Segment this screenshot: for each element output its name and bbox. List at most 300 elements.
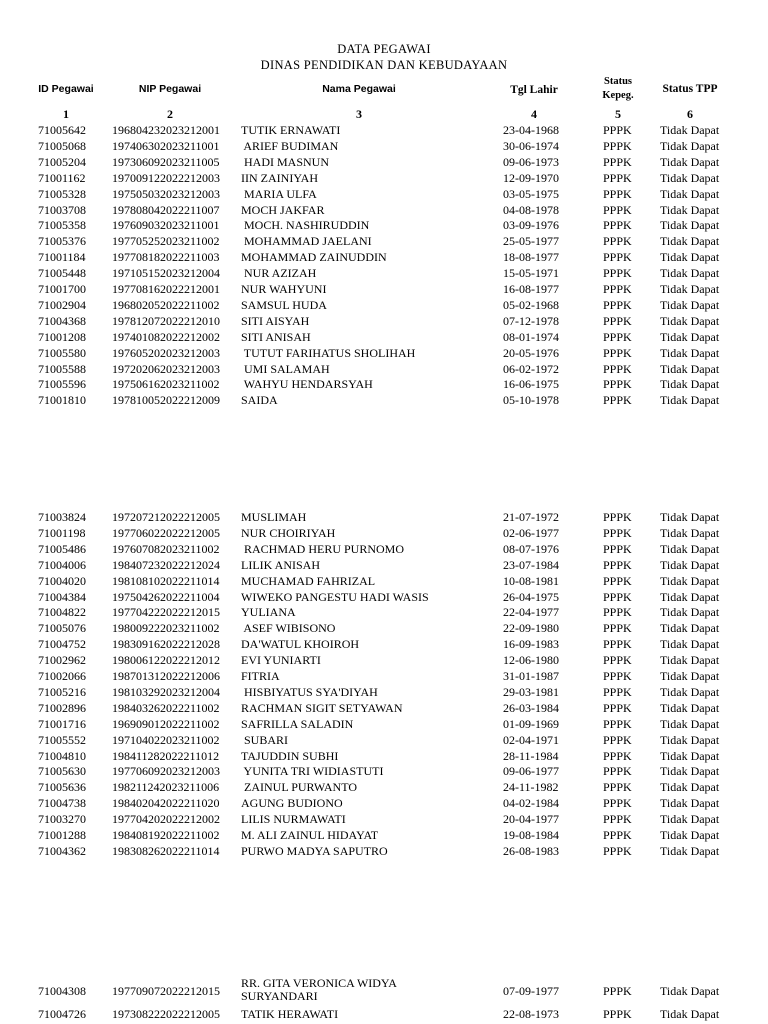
cell-status-kepeg: PPPK [603, 764, 632, 779]
cell-id-pegawai: 71005076 [38, 621, 86, 636]
cell-status-kepeg: PPPK [603, 202, 632, 217]
cell-status-tpp: Tidak Dapat [660, 573, 720, 588]
cell-nama-pegawai: SAIDA [241, 393, 278, 408]
document-title-line2: DINAS PENDIDIKAN DAN KEBUDAYAAN [260, 58, 508, 72]
cell-nama-pegawai: M. ALI ZAINUL HIDAYAT [241, 828, 379, 842]
cell-status-tpp: Tidak Dapat [660, 557, 720, 572]
cell-nama-pegawai: HISBIYATUS SYA'DIYAH [241, 684, 378, 699]
table-row [0, 329, 768, 345]
cell-tgl-lahir: 19-08-1984 [503, 828, 559, 842]
cell-id-pegawai: 71005216 [38, 684, 86, 699]
cell-id-pegawai: 71004384 [38, 589, 86, 604]
cell-id-pegawai: 71001208 [38, 329, 86, 344]
cell-status-tpp: Tidak Dapat [660, 732, 720, 747]
cell-status-tpp: Tidak Dapat [660, 282, 720, 296]
cell-nip-pegawai: 198403262022211002 [112, 700, 220, 715]
cell-status-tpp: Tidak Dapat [660, 748, 720, 763]
table-row [0, 392, 768, 408]
cell-status-tpp: Tidak Dapat [660, 329, 720, 344]
cell-id-pegawai: 71002904 [38, 297, 86, 312]
cell-tgl-lahir: 09-06-1973 [503, 154, 559, 169]
table-row [0, 361, 768, 377]
cell-nama-pegawai: YULIANA [241, 605, 296, 620]
cell-tgl-lahir: 21-07-1972 [503, 510, 559, 524]
cell-status-tpp: Tidak Dapat [660, 123, 720, 137]
cell-id-pegawai: 71003708 [38, 202, 86, 217]
cell-status-kepeg: PPPK [603, 345, 632, 360]
col-number-3: 3 [356, 107, 362, 121]
cell-id-pegawai: 71005596 [38, 377, 86, 392]
table-row [0, 620, 768, 636]
cell-status-tpp: Tidak Dapat [660, 377, 720, 392]
cell-tgl-lahir: 20-05-1976 [503, 345, 559, 360]
cell-nama-pegawai: YUNITA TRI WIDIASTUTI [241, 764, 384, 779]
table-row [0, 779, 768, 795]
cell-tgl-lahir: 16-09-1983 [503, 637, 559, 652]
cell-nama-pegawai: TATIK HERAWATI [241, 1007, 339, 1021]
cell-status-tpp: Tidak Dapat [660, 812, 720, 827]
table-row [0, 827, 768, 843]
cell-nip-pegawai: 197704202022212002 [112, 812, 220, 827]
cell-tgl-lahir: 03-09-1976 [503, 218, 559, 233]
cell-tgl-lahir: 07-09-1977 [503, 984, 559, 998]
col-number-6: 6 [687, 107, 693, 121]
cell-tgl-lahir: 22-04-1977 [503, 605, 559, 620]
cell-nip-pegawai: 197308222022212005 [112, 1007, 220, 1021]
table-row [0, 313, 768, 329]
cell-status-kepeg: PPPK [603, 573, 632, 588]
cell-tgl-lahir: 26-03-1984 [503, 700, 559, 715]
cell-nip-pegawai: 197401082022212002 [112, 329, 220, 344]
cell-nama-pegawai: MOHAMMAD JAELANI [241, 234, 372, 249]
cell-id-pegawai: 71001184 [38, 250, 86, 265]
cell-nama-pegawai: EVI YUNIARTI [241, 653, 321, 668]
cell-nip-pegawai: 197706092023212003 [112, 764, 220, 779]
cell-status-tpp: Tidak Dapat [660, 843, 720, 858]
cell-status-kepeg: PPPK [603, 170, 632, 185]
cell-status-tpp: Tidak Dapat [660, 716, 720, 731]
cell-tgl-lahir: 04-08-1978 [503, 202, 559, 217]
table-row [0, 976, 768, 1003]
cell-status-kepeg: PPPK [603, 621, 632, 636]
cell-nip-pegawai: 197708162022212001 [112, 282, 220, 296]
cell-nip-pegawai: 197202062023212003 [112, 361, 220, 376]
cell-nip-pegawai: 197504262022211004 [112, 589, 220, 604]
cell-id-pegawai: 71005068 [38, 138, 86, 153]
cell-nip-pegawai: 197709072022212015 [112, 984, 220, 998]
cell-nip-pegawai: 197506162023211002 [112, 377, 220, 392]
cell-id-pegawai: 71002896 [38, 700, 86, 715]
cell-nama-pegawai: ARIEF BUDIMAN [241, 138, 339, 153]
cell-tgl-lahir: 16-08-1977 [503, 282, 559, 296]
cell-nip-pegawai: 197406302023211001 [112, 138, 220, 153]
cell-status-tpp: Tidak Dapat [660, 984, 720, 998]
cell-status-kepeg: PPPK [603, 361, 632, 376]
document-title-line1: DATA PEGAWAI [337, 42, 431, 56]
cell-id-pegawai: 71004726 [38, 1007, 86, 1021]
cell-nama-pegawai: MOHAMMAD ZAINUDDIN [241, 250, 387, 265]
cell-nama-pegawai: HADI MASNUN [241, 154, 330, 169]
cell-status-kepeg: PPPK [603, 780, 632, 795]
cell-tgl-lahir: 12-06-1980 [503, 653, 559, 668]
cell-nip-pegawai: 197812072022212010 [112, 313, 220, 328]
cell-id-pegawai: 71001162 [38, 170, 86, 185]
cell-nip-pegawai: 197104022023211002 [112, 732, 220, 747]
cell-nama-pegawai: MOCH JAKFAR [241, 202, 325, 217]
table-row [0, 716, 768, 732]
cell-status-tpp: Tidak Dapat [660, 669, 720, 683]
col-number-5: 5 [615, 107, 621, 121]
cell-tgl-lahir: 02-06-1977 [503, 525, 559, 540]
cell-nip-pegawai: 198407232022212024 [112, 557, 220, 572]
cell-nip-pegawai: 197708182022211003 [112, 250, 220, 265]
cell-id-pegawai: 71001198 [38, 525, 86, 540]
table-row [0, 233, 768, 249]
cell-nama-pegawai: NUR AZIZAH [241, 266, 317, 281]
cell-status-kepeg: PPPK [603, 589, 632, 604]
cell-tgl-lahir: 22-08-1973 [503, 1007, 559, 1021]
table-row [0, 557, 768, 573]
cell-nama-pegawai: TAJUDDIN SUBHI [241, 748, 339, 763]
cell-status-tpp: Tidak Dapat [660, 605, 720, 620]
cell-nama-pegawai: MOCH. NASHIRUDDIN [241, 218, 370, 233]
cell-nip-pegawai: 197207212022212005 [112, 510, 220, 524]
cell-status-kepeg: PPPK [603, 796, 632, 811]
cell-status-tpp: Tidak Dapat [660, 313, 720, 328]
cell-status-kepeg: PPPK [603, 313, 632, 328]
cell-status-tpp: Tidak Dapat [660, 234, 720, 249]
cell-nip-pegawai: 196909012022211002 [112, 716, 220, 731]
cell-id-pegawai: 71005552 [38, 732, 86, 747]
cell-nama-pegawai: NUR WAHYUNI [241, 282, 327, 296]
cell-tgl-lahir: 31-01-1987 [503, 669, 559, 683]
cell-tgl-lahir: 30-06-1974 [503, 138, 559, 153]
cell-id-pegawai: 71005204 [38, 154, 86, 169]
table-row [0, 589, 768, 605]
cell-status-kepeg: PPPK [603, 748, 632, 763]
cell-tgl-lahir: 16-06-1975 [503, 377, 559, 392]
cell-status-kepeg: PPPK [603, 218, 632, 233]
cell-nip-pegawai: 197706022022212005 [112, 525, 220, 540]
table-row [0, 652, 768, 668]
cell-status-tpp: Tidak Dapat [660, 266, 720, 281]
cell-id-pegawai: 71005448 [38, 266, 86, 281]
cell-tgl-lahir: 10-08-1981 [503, 573, 559, 588]
table-row [0, 297, 768, 313]
cell-status-tpp: Tidak Dapat [660, 297, 720, 312]
table-row [0, 525, 768, 541]
header-status-tpp: Status TPP [662, 83, 718, 95]
table-row [0, 170, 768, 186]
cell-nip-pegawai: 197704222022212015 [112, 605, 220, 620]
cell-id-pegawai: 71005486 [38, 541, 86, 556]
cell-tgl-lahir: 02-04-1971 [503, 732, 559, 747]
cell-tgl-lahir: 03-05-1975 [503, 186, 559, 201]
cell-status-tpp: Tidak Dapat [660, 621, 720, 636]
cell-nip-pegawai: 197609032023211001 [112, 218, 220, 233]
table-row [0, 186, 768, 202]
cell-tgl-lahir: 26-08-1983 [503, 843, 559, 858]
cell-status-tpp: Tidak Dapat [660, 202, 720, 217]
cell-status-tpp: Tidak Dapat [660, 361, 720, 376]
cell-nip-pegawai: 198006122022212012 [112, 653, 220, 668]
cell-tgl-lahir: 04-02-1984 [503, 796, 559, 811]
cell-status-kepeg: PPPK [603, 123, 632, 137]
cell-id-pegawai: 71004368 [38, 313, 86, 328]
cell-tgl-lahir: 07-12-1978 [503, 313, 559, 328]
cell-id-pegawai: 71005588 [38, 361, 86, 376]
cell-status-kepeg: PPPK [603, 700, 632, 715]
cell-nama-pegawai: SAMSUL HUDA [241, 297, 327, 312]
header-nip-pegawai: NIP Pegawai [138, 83, 202, 95]
cell-status-kepeg: PPPK [603, 812, 632, 827]
cell-tgl-lahir: 08-01-1974 [503, 329, 559, 344]
cell-nama-pegawai: SITI AISYAH [241, 313, 310, 328]
cell-tgl-lahir: 01-09-1969 [503, 716, 559, 731]
table-row [0, 604, 768, 620]
cell-nama-pegawai: FITRIA [241, 669, 280, 683]
cell-status-tpp: Tidak Dapat [660, 138, 720, 153]
cell-nip-pegawai: 198408192022211002 [112, 828, 220, 842]
cell-tgl-lahir: 05-10-1978 [503, 393, 559, 408]
cell-id-pegawai: 71005636 [38, 780, 86, 795]
cell-nama-pegawai: RR. GITA VERONICA WIDYA SURYANDARI [241, 976, 397, 1003]
cell-tgl-lahir: 22-09-1980 [503, 621, 559, 636]
cell-status-kepeg: PPPK [603, 393, 632, 408]
cell-nip-pegawai: 198309162022212028 [112, 637, 220, 652]
table-row [0, 811, 768, 827]
header-nama-pegawai: Nama Pegawai [322, 83, 396, 95]
cell-status-kepeg: PPPK [603, 510, 632, 524]
cell-status-tpp: Tidak Dapat [660, 186, 720, 201]
cell-status-kepeg: PPPK [603, 653, 632, 668]
cell-status-tpp: Tidak Dapat [660, 345, 720, 360]
table-row [0, 509, 768, 525]
cell-id-pegawai: 71003824 [38, 510, 86, 524]
table-row [0, 843, 768, 859]
cell-nip-pegawai: 196802052022211002 [112, 297, 220, 312]
cell-id-pegawai: 71001716 [38, 716, 86, 731]
cell-status-kepeg: PPPK [603, 984, 632, 998]
cell-nama-pegawai: DA'WATUL KHOIROH [241, 637, 360, 652]
col-number-4: 4 [531, 107, 537, 121]
cell-nama-pegawai: RACHMAN SIGIT SETYAWAN [241, 700, 403, 715]
cell-tgl-lahir: 15-05-1971 [503, 266, 559, 281]
table-row [0, 700, 768, 716]
cell-nama-pegawai: LILIK ANISAH [241, 557, 320, 572]
cell-id-pegawai: 71001810 [38, 393, 86, 408]
cell-status-tpp: Tidak Dapat [660, 780, 720, 795]
cell-nama-pegawai: ASEF WIBISONO [241, 621, 336, 636]
cell-status-tpp: Tidak Dapat [660, 510, 720, 524]
cell-nip-pegawai: 197105152023212004 [112, 266, 220, 281]
cell-status-kepeg: PPPK [603, 329, 632, 344]
cell-id-pegawai: 71004752 [38, 637, 86, 652]
cell-nama-pegawai: MUSLIMAH [241, 510, 307, 524]
cell-status-kepeg: PPPK [603, 732, 632, 747]
cell-status-kepeg: PPPK [603, 297, 632, 312]
cell-status-kepeg: PPPK [603, 525, 632, 540]
table-row [0, 1006, 768, 1022]
cell-status-kepeg: PPPK [603, 250, 632, 265]
table-row [0, 573, 768, 589]
table-row [0, 217, 768, 233]
table-row [0, 154, 768, 170]
cell-status-kepeg: PPPK [603, 716, 632, 731]
cell-nama-pegawai: LILIS NURMAWATI [241, 812, 346, 827]
table-row [0, 684, 768, 700]
cell-status-tpp: Tidak Dapat [660, 828, 720, 842]
cell-id-pegawai: 71004810 [38, 748, 86, 763]
cell-nama-pegawai: MARIA ULFA [241, 186, 317, 201]
cell-status-tpp: Tidak Dapat [660, 796, 720, 811]
cell-nip-pegawai: 197605202023212003 [112, 345, 220, 360]
cell-status-tpp: Tidak Dapat [660, 637, 720, 652]
cell-nip-pegawai: 198211242023211006 [112, 780, 220, 795]
cell-tgl-lahir: 09-06-1977 [503, 764, 559, 779]
table-row [0, 732, 768, 748]
cell-status-tpp: Tidak Dapat [660, 684, 720, 699]
cell-id-pegawai: 71005328 [38, 186, 86, 201]
cell-nip-pegawai: 197009122022212003 [112, 170, 220, 185]
cell-tgl-lahir: 05-02-1968 [503, 297, 559, 312]
cell-id-pegawai: 71004738 [38, 796, 86, 811]
cell-id-pegawai: 71002066 [38, 669, 86, 683]
cell-nama-pegawai: WAHYU HENDARSYAH [241, 377, 373, 392]
table-row [0, 636, 768, 652]
header-status-kepeg-line2: Kepeg. [602, 90, 634, 101]
cell-tgl-lahir: 06-02-1972 [503, 361, 559, 376]
cell-id-pegawai: 71001700 [38, 282, 86, 296]
cell-id-pegawai: 71005580 [38, 345, 86, 360]
header-status-kepeg-line1: Status [603, 76, 632, 87]
cell-id-pegawai: 71004308 [38, 984, 86, 998]
table-row [0, 202, 768, 218]
cell-nama-pegawai: MUCHAMAD FAHRIZAL [241, 573, 376, 588]
cell-nip-pegawai: 198411282022211012 [112, 748, 220, 763]
cell-nama-pegawai: SITI ANISAH [241, 329, 311, 344]
cell-nip-pegawai: 197808042022211007 [112, 202, 220, 217]
cell-status-kepeg: PPPK [603, 377, 632, 392]
cell-status-kepeg: PPPK [603, 557, 632, 572]
header-tgl-lahir: Tgl Lahir [510, 84, 558, 96]
cell-nip-pegawai: 196804232023212001 [112, 123, 220, 137]
cell-id-pegawai: 71003270 [38, 812, 86, 827]
cell-status-tpp: Tidak Dapat [660, 250, 720, 265]
cell-nama-pegawai: ZAINUL PURWANTO [241, 780, 357, 795]
cell-nama-pegawai: TUTIK ERNAWATI [241, 123, 341, 137]
table-row [0, 249, 768, 265]
cell-status-kepeg: PPPK [603, 828, 632, 842]
cell-tgl-lahir: 28-11-1984 [503, 748, 559, 763]
cell-id-pegawai: 71004006 [38, 557, 86, 572]
cell-status-kepeg: PPPK [603, 541, 632, 556]
cell-nip-pegawai: 197505032023212003 [112, 186, 220, 201]
col-number-2: 2 [167, 107, 173, 121]
cell-id-pegawai: 71002962 [38, 653, 86, 668]
cell-nip-pegawai: 198009222023211002 [112, 621, 220, 636]
cell-nama-pegawai: WIWEKO PANGESTU HADI WASIS [241, 589, 429, 604]
cell-status-tpp: Tidak Dapat [660, 764, 720, 779]
cell-tgl-lahir: 29-03-1981 [503, 684, 559, 699]
cell-tgl-lahir: 08-07-1976 [503, 541, 559, 556]
cell-nip-pegawai: 197607082023211002 [112, 541, 220, 556]
table-row [0, 763, 768, 779]
cell-tgl-lahir: 23-07-1984 [503, 557, 559, 572]
col-number-1: 1 [63, 107, 69, 121]
cell-nip-pegawai: 197306092023211005 [112, 154, 220, 169]
table-row [0, 541, 768, 557]
cell-status-kepeg: PPPK [603, 266, 632, 281]
cell-status-kepeg: PPPK [603, 154, 632, 169]
cell-nama-pegawai: TUTUT FARIHATUS SHOLIHAH [241, 345, 416, 360]
cell-status-kepeg: PPPK [603, 843, 632, 858]
cell-tgl-lahir: 26-04-1975 [503, 589, 559, 604]
table-row [0, 748, 768, 764]
cell-tgl-lahir: 20-04-1977 [503, 812, 559, 827]
cell-id-pegawai: 71005376 [38, 234, 86, 249]
cell-tgl-lahir: 18-08-1977 [503, 250, 559, 265]
cell-nip-pegawai: 197705252023211002 [112, 234, 220, 249]
cell-status-kepeg: PPPK [603, 637, 632, 652]
cell-status-tpp: Tidak Dapat [660, 525, 720, 540]
cell-status-kepeg: PPPK [603, 1007, 632, 1021]
cell-status-kepeg: PPPK [603, 669, 632, 683]
cell-id-pegawai: 71001288 [38, 828, 86, 842]
cell-tgl-lahir: 12-09-1970 [503, 170, 559, 185]
cell-nip-pegawai: 198108102022211014 [112, 573, 220, 588]
cell-id-pegawai: 71005642 [38, 123, 86, 137]
cell-status-tpp: Tidak Dapat [660, 1007, 720, 1021]
cell-nip-pegawai: 198701312022212006 [112, 669, 220, 683]
cell-status-tpp: Tidak Dapat [660, 653, 720, 668]
cell-id-pegawai: 71005630 [38, 764, 86, 779]
cell-nip-pegawai: 198402042022211020 [112, 796, 220, 811]
table-row [0, 345, 768, 361]
cell-status-tpp: Tidak Dapat [660, 700, 720, 715]
cell-nama-pegawai: SAFRILLA SALADIN [241, 716, 354, 731]
cell-tgl-lahir: 25-05-1977 [503, 234, 559, 249]
cell-id-pegawai: 71004822 [38, 605, 86, 620]
cell-nama-pegawai: SUBARI [241, 732, 289, 747]
table-row [0, 138, 768, 154]
cell-status-kepeg: PPPK [603, 186, 632, 201]
cell-status-tpp: Tidak Dapat [660, 393, 720, 408]
cell-nip-pegawai: 198308262022211014 [112, 843, 220, 858]
cell-nama-pegawai: UMI SALAMAH [241, 361, 330, 376]
cell-nip-pegawai: 197810052022212009 [112, 393, 220, 408]
header-id-pegawai: ID Pegawai [38, 83, 94, 95]
cell-status-kepeg: PPPK [603, 282, 632, 296]
table-row [0, 376, 768, 392]
cell-nama-pegawai: IIN ZAINIYAH [241, 170, 318, 185]
table-row [0, 795, 768, 811]
cell-nama-pegawai: NUR CHOIRIYAH [241, 525, 336, 540]
cell-tgl-lahir: 23-04-1968 [503, 123, 559, 137]
cell-status-tpp: Tidak Dapat [660, 589, 720, 604]
table-row [0, 122, 768, 138]
table-row [0, 281, 768, 297]
cell-id-pegawai: 71004362 [38, 843, 86, 858]
table-row [0, 265, 768, 281]
cell-nama-pegawai: AGUNG BUDIONO [241, 796, 343, 811]
table-row [0, 668, 768, 684]
cell-id-pegawai: 71004020 [38, 573, 86, 588]
cell-status-tpp: Tidak Dapat [660, 170, 720, 185]
cell-status-tpp: Tidak Dapat [660, 218, 720, 233]
cell-status-kepeg: PPPK [603, 605, 632, 620]
cell-status-tpp: Tidak Dapat [660, 541, 720, 556]
